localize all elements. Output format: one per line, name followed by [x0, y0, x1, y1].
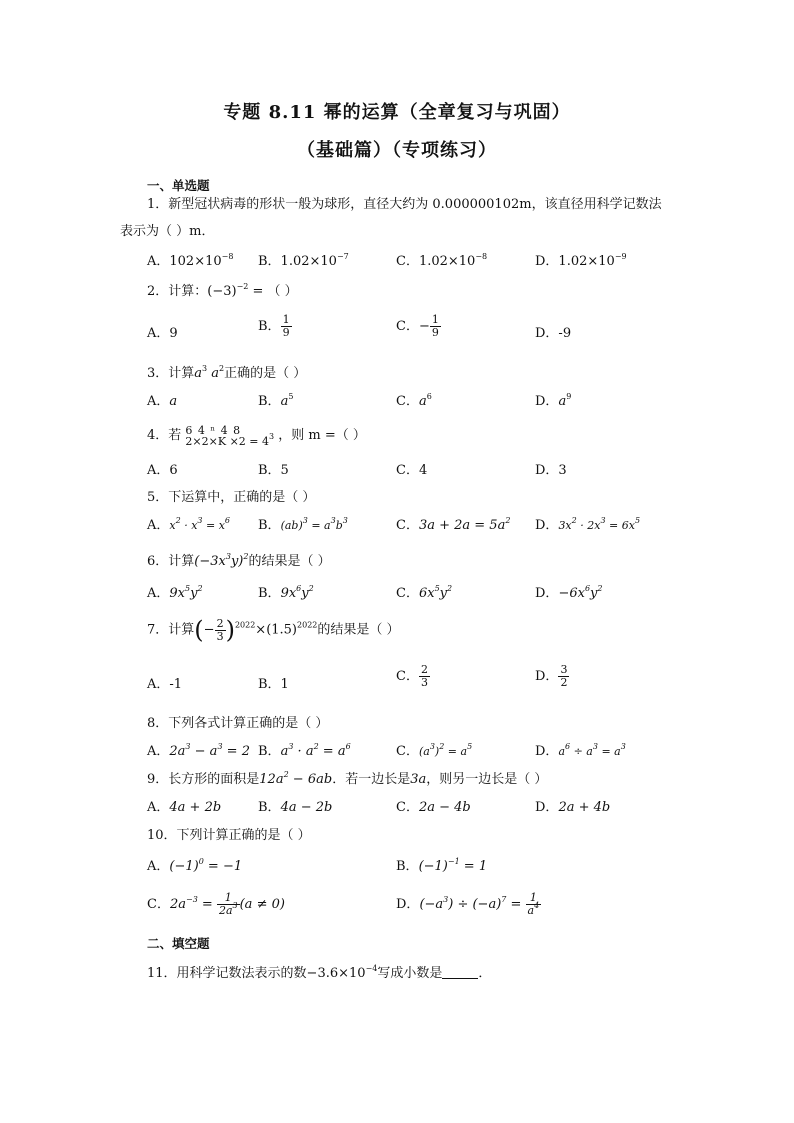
q9-option-d: D．2a + 4b: [535, 800, 611, 815]
q2-option-c: C．− $\frac{1}{9}$: [396, 313, 439, 339]
q1-option-c: C．$1.02\times 10^{-8}$: [396, 252, 488, 269]
q6-option-c: C．$6x^5y^2$: [396, 584, 453, 601]
q5-option-c: C．$3a + 2a = 5a^2$: [396, 516, 511, 533]
question-5: 5．下运算中，正确的是（ ）: [147, 490, 316, 505]
q5-option-d: D．$3x^2 \cdot 2x^3 = 6x^5$: [535, 516, 641, 533]
q8-option-b: B．$a^3 \cdot a^2 = a^6$: [258, 742, 351, 759]
question-3: 3．计算$a^3$ $a^2$正确的是（ ）: [147, 364, 307, 381]
page-title: 专题 8.11 幂的运算（全章复习与巩固）: [223, 102, 571, 123]
q7-option-a: A．-1: [147, 677, 183, 692]
q6-option-a: A．$9x^5y^2$: [147, 584, 203, 601]
q9-option-a: A．4a + 2b: [147, 800, 222, 815]
q5-option-b: B．$(ab)^3 = a^3b^3$: [258, 516, 348, 533]
question-1-line1: 1．新型冠状病毒的形状一般为球形，直径大约为 0.000000102m，该直径用科学记数法: [147, 197, 662, 212]
q3-option-a: A．a: [147, 394, 178, 409]
question-7: 7．计算(− $\frac{2}{3}$ )$^{2022}\times(1.5)^{2022}$的结果是（ ）: [147, 616, 400, 644]
q8-option-d: D．$a^6 \div a^3 = a^3$: [535, 742, 626, 759]
q1-option-a: A．$102\times 10^{-8}$: [147, 252, 234, 269]
question-10: 10．下列计算正确的是（ ）: [147, 828, 311, 843]
q2-option-d: D．-9: [535, 326, 572, 341]
q3-option-d: D．$a^9$: [535, 392, 572, 409]
section-heading-fill-blank: 二、填空题: [147, 936, 210, 951]
q6-option-d: D．$-6x^6y^2$: [535, 584, 603, 601]
q3-option-c: C．$a^6$: [396, 392, 432, 409]
q4-option-b: B．5: [258, 463, 289, 478]
q5-option-a: A．$x^2 \cdot x^3 = x^6$: [147, 516, 231, 533]
q10-option-d: D．$(-a^3) \div (-a)^7$ = $\frac{1}{a^4}$: [396, 891, 540, 917]
q1-option-d: D．$1.02\times 10^{-9}$: [535, 252, 627, 269]
question-4: 4．若 6 4 ⁿ 4 8 $2\times 2\times K \times 2 = 4^3$ ，则 m =（ ）: [147, 423, 366, 448]
q7-option-c: C． $\frac{2}{3}$: [396, 663, 428, 689]
question-11: 11．用科学记数法表示的数$-3.6\times 10^{-4}$写成小数是 ．: [147, 964, 492, 981]
q8-option-c: C．$(a^3)^2 = a^5$: [396, 742, 473, 759]
page-subtitle: （基础篇）（专项练习）: [297, 140, 497, 161]
q2-option-b: B． $\frac{1}{9}$: [258, 313, 290, 339]
q9-option-b: B．4a − 2b: [258, 800, 333, 815]
q6-option-b: B．$9x^6y^2$: [258, 584, 314, 601]
answer-blank[interactable]: [442, 966, 478, 979]
q10-option-a: A．$(-1)^0 = -1$: [147, 857, 243, 874]
q4-option-d: D．3: [535, 463, 567, 478]
question-6: 6．计算$(-3x^3y)^2$的结果是（ ）: [147, 552, 331, 569]
q1-option-b: B．$1.02\times 10^{-7}$: [258, 252, 349, 269]
q8-option-a: A．$2a^3 - a^3 = 2$: [147, 742, 250, 759]
section-heading-single-choice: 一、单选题: [147, 178, 210, 193]
q10-option-c: C．$2a^{-3}$ = $\frac{1}{2a^3}$ (a ≠ 0): [147, 891, 285, 917]
question-8: 8．下列各式计算正确的是（ ）: [147, 716, 329, 731]
q9-option-c: C．2a − 4b: [396, 800, 471, 815]
q4-option-c: C．4: [396, 463, 428, 478]
q7-option-b: B．1: [258, 677, 289, 692]
q7-option-d: D． $\frac{3}{2}$: [535, 663, 568, 689]
question-9: 9．长方形的面积是$12a^2 - 6ab$．若一边长是3a，则另一边长是（ ）: [147, 770, 548, 787]
q2-option-a: A．9: [147, 326, 178, 341]
question-2: 2．计算：$(-3)^{-2}$ = （ ）: [147, 282, 298, 299]
q4-option-a: A．6: [147, 463, 178, 478]
q10-option-b: B．$(-1)^{-1} = 1$: [396, 857, 488, 874]
question-1-line2: 表示为（ ）m．: [120, 224, 215, 239]
q3-option-b: B．$a^5$: [258, 392, 294, 409]
